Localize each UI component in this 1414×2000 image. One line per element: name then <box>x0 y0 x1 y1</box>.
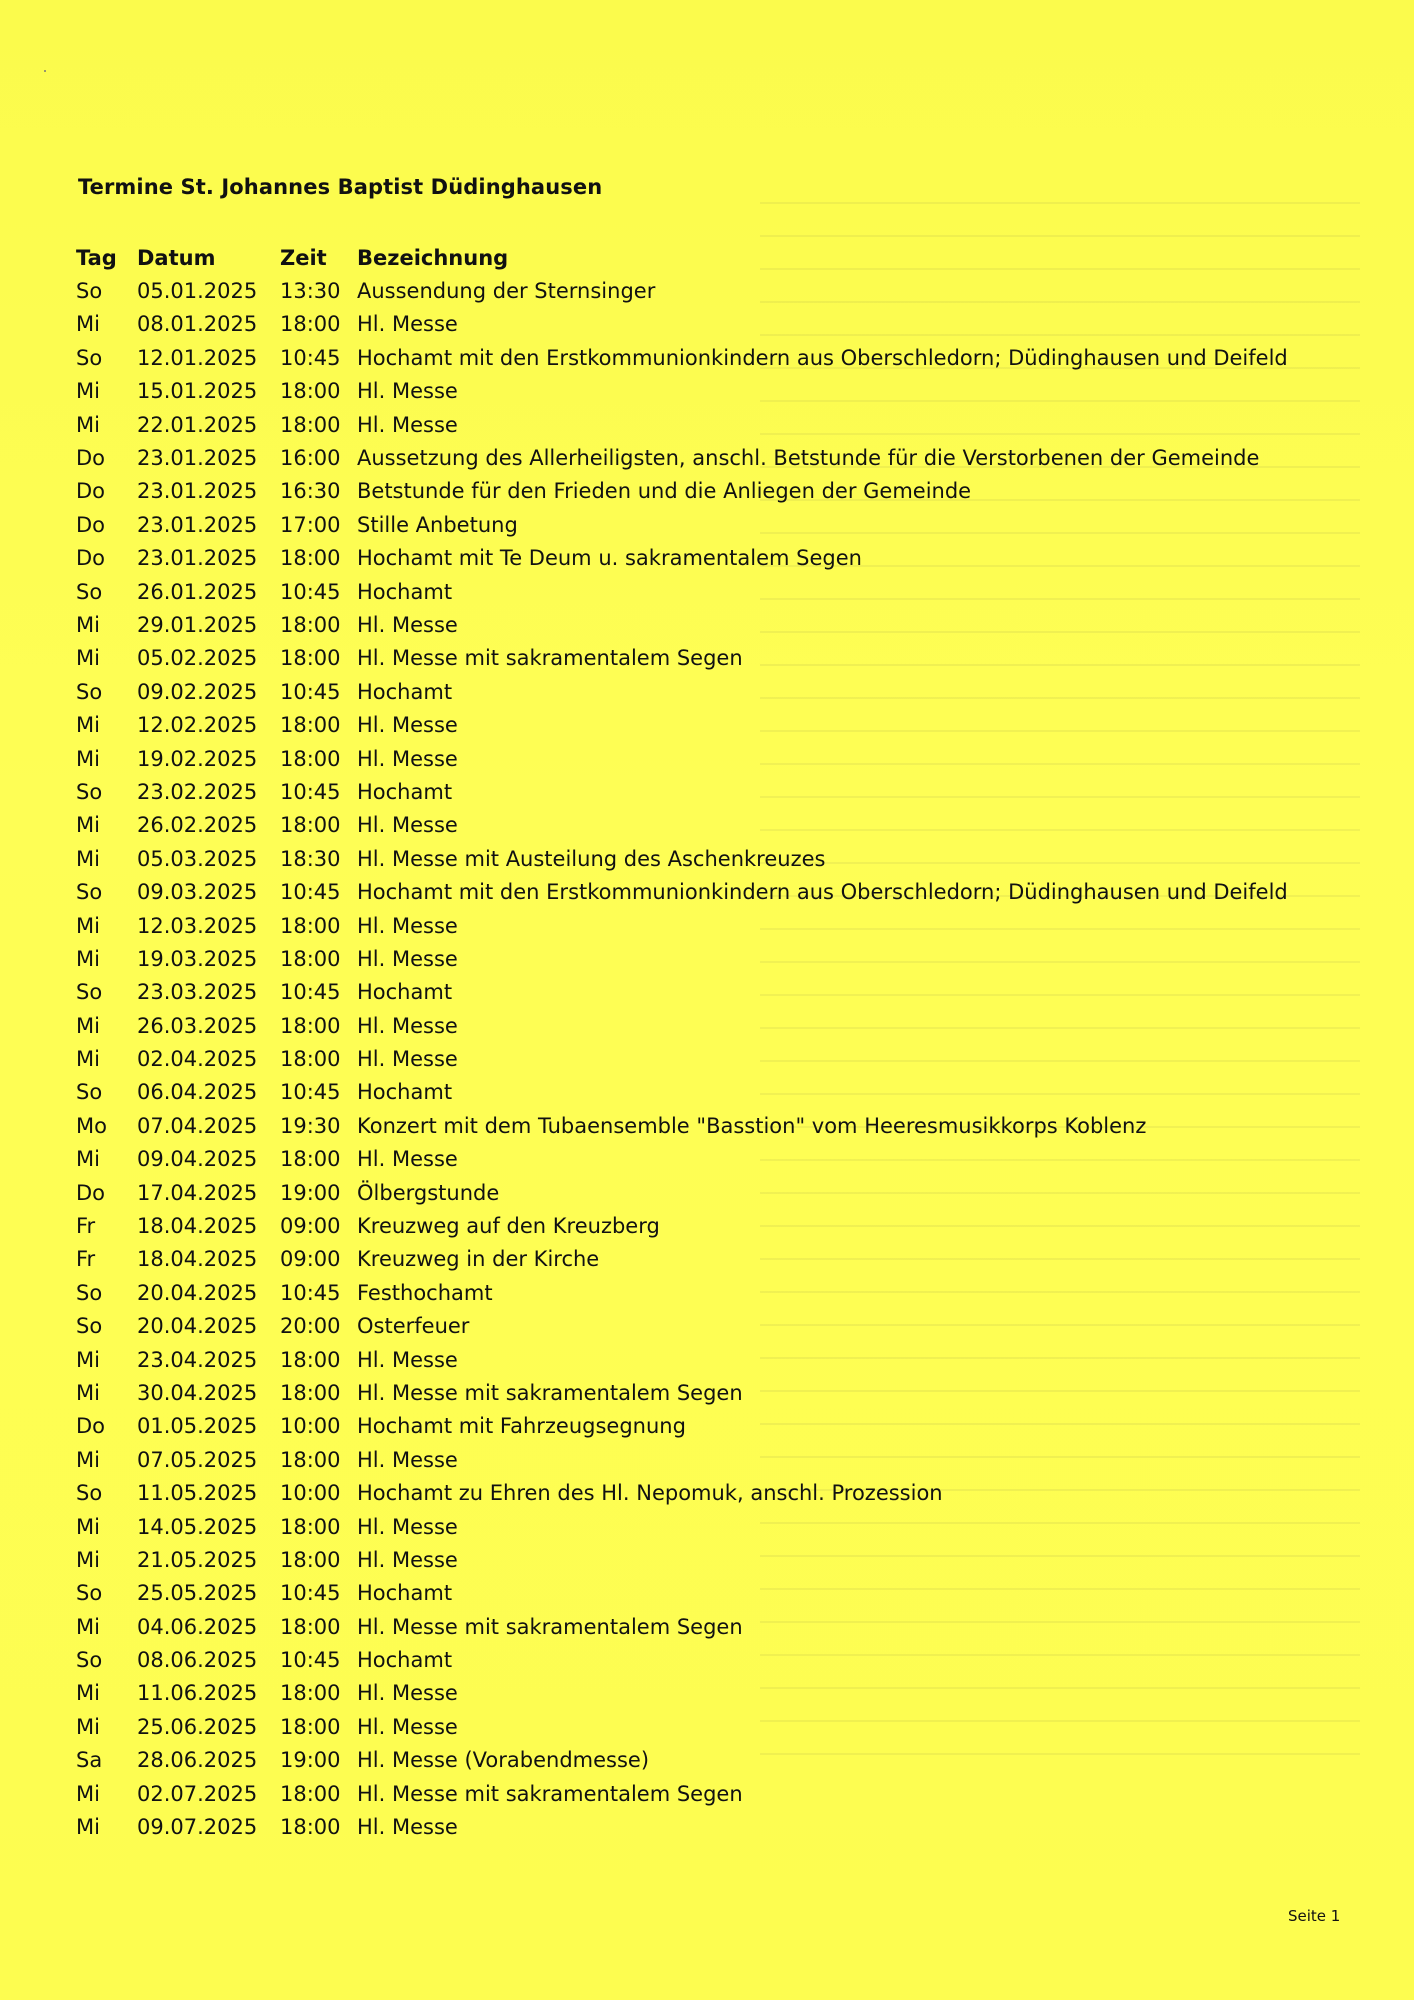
cell-zeit: 10:45 <box>280 345 341 370</box>
cell-tag: Mi <box>76 846 100 871</box>
cell-tag: So <box>76 1581 103 1606</box>
cell-datum: 18.04.2025 <box>137 1214 258 1239</box>
cell-bezeichnung: Hochamt <box>357 980 453 1005</box>
cell-bezeichnung: Hl. Messe <box>357 1681 458 1706</box>
cell-tag: Do <box>76 479 106 504</box>
cell-zeit: 10:00 <box>280 1414 341 1439</box>
cell-zeit: 18:00 <box>280 1380 341 1405</box>
cell-tag: Mi <box>76 1514 100 1539</box>
cell-tag: So <box>76 980 103 1005</box>
cell-datum: 26.02.2025 <box>137 813 258 838</box>
cell-zeit: 13:30 <box>280 279 341 304</box>
header-tag: Tag <box>76 245 117 270</box>
cell-zeit: 18:00 <box>280 746 341 771</box>
cell-zeit: 19:00 <box>280 1180 341 1205</box>
cell-datum: 09.02.2025 <box>137 679 258 704</box>
cell-tag: Mi <box>76 1147 100 1172</box>
cell-tag: Do <box>76 512 106 537</box>
cell-bezeichnung: Hl. Messe <box>357 1547 458 1572</box>
header-datum: Datum <box>137 245 216 270</box>
cell-bezeichnung: Hl. Messe <box>357 1013 458 1038</box>
table-row <box>70 608 1357 641</box>
cell-bezeichnung: Hl. Messe <box>357 913 458 938</box>
table-row <box>70 441 1357 474</box>
cell-datum: 12.03.2025 <box>137 913 258 938</box>
cell-datum: 08.06.2025 <box>137 1648 258 1673</box>
cell-bezeichnung: Aussetzung des Allerheiligsten, anschl. Betstunde für die Verstorbenen der Gemeinde <box>357 446 1260 471</box>
schedule-body <box>70 274 1357 1843</box>
table-row <box>70 775 1357 808</box>
cell-datum: 07.04.2025 <box>137 1113 258 1138</box>
cell-zeit: 19:30 <box>280 1113 341 1138</box>
cell-bezeichnung: Hochamt <box>357 1648 453 1673</box>
cell-bezeichnung: Hochamt mit den Erstkommunionkindern aus Oberschledorn; Düdinghausen und Deifeld <box>357 345 1288 370</box>
cell-bezeichnung: Hl. Messe <box>357 746 458 771</box>
cell-bezeichnung: Kreuzweg auf den Kreuzberg <box>357 1214 660 1239</box>
cell-tag: Mo <box>76 1113 107 1138</box>
cell-bezeichnung: Hochamt <box>357 1080 453 1105</box>
cell-tag: Mi <box>76 1547 100 1572</box>
cell-tag: Mi <box>76 612 100 637</box>
cell-datum: 08.01.2025 <box>137 312 258 337</box>
cell-datum: 28.06.2025 <box>137 1748 258 1773</box>
table-row <box>70 274 1357 307</box>
cell-tag: Mi <box>76 1347 100 1372</box>
cell-datum: 05.02.2025 <box>137 646 258 671</box>
cell-datum: 25.06.2025 <box>137 1714 258 1739</box>
table-row <box>70 1476 1357 1509</box>
cell-datum: 11.05.2025 <box>137 1481 258 1506</box>
cell-datum: 09.04.2025 <box>137 1147 258 1172</box>
cell-bezeichnung: Hl. Messe <box>357 312 458 337</box>
cell-datum: 09.07.2025 <box>137 1815 258 1840</box>
cell-datum: 23.01.2025 <box>137 479 258 504</box>
cell-tag: Do <box>76 446 106 471</box>
cell-tag: Mi <box>76 379 100 404</box>
cell-datum: 02.04.2025 <box>137 1047 258 1072</box>
schedule-table <box>70 241 1357 1844</box>
cell-bezeichnung: Hl. Messe <box>357 412 458 437</box>
cell-tag: Sa <box>76 1748 103 1773</box>
table-row <box>70 1610 1357 1643</box>
cell-bezeichnung: Hochamt zu Ehren des Hl. Nepomuk, anschl. Prozession <box>357 1481 943 1506</box>
table-row <box>70 708 1357 741</box>
cell-datum: 30.04.2025 <box>137 1380 258 1405</box>
table-row <box>70 1376 1357 1409</box>
cell-zeit: 10:45 <box>280 1280 341 1305</box>
cell-zeit: 18:00 <box>280 412 341 437</box>
cell-tag: So <box>76 779 103 804</box>
cell-zeit: 20:00 <box>280 1314 341 1339</box>
cell-tag: Mi <box>76 1714 100 1739</box>
cell-tag: Do <box>76 1414 106 1439</box>
table-row <box>70 1176 1357 1209</box>
cell-bezeichnung: Kreuzweg in der Kirche <box>357 1247 600 1272</box>
cell-datum: 22.01.2025 <box>137 412 258 437</box>
cell-zeit: 10:45 <box>280 880 341 905</box>
document-title: Termine St. Johannes Baptist Düdinghausen <box>78 175 603 199</box>
cell-datum: 23.03.2025 <box>137 980 258 1005</box>
cell-datum: 23.01.2025 <box>137 446 258 471</box>
cell-zeit: 18:00 <box>280 946 341 971</box>
table-row <box>70 1744 1357 1777</box>
cell-zeit: 18:00 <box>280 612 341 637</box>
cell-zeit: 18:00 <box>280 913 341 938</box>
cell-datum: 12.01.2025 <box>137 345 258 370</box>
cell-tag: So <box>76 1280 103 1305</box>
cell-datum: 14.05.2025 <box>137 1514 258 1539</box>
cell-datum: 18.04.2025 <box>137 1247 258 1272</box>
cell-zeit: 10:45 <box>280 980 341 1005</box>
cell-tag: So <box>76 279 103 304</box>
table-row <box>70 675 1357 708</box>
cell-tag: Mi <box>76 813 100 838</box>
cell-zeit: 18:00 <box>280 1547 341 1572</box>
cell-tag: Fr <box>76 1247 96 1272</box>
table-row <box>70 341 1357 374</box>
cell-tag: So <box>76 1080 103 1105</box>
table-row <box>70 742 1357 775</box>
cell-tag: So <box>76 880 103 905</box>
cell-tag: Mi <box>76 1380 100 1405</box>
table-row <box>70 642 1357 675</box>
table-row <box>70 809 1357 842</box>
cell-bezeichnung: Hochamt <box>357 679 453 704</box>
table-row <box>70 1209 1357 1242</box>
table-row <box>70 1577 1357 1610</box>
cell-datum: 23.01.2025 <box>137 546 258 571</box>
table-row <box>70 1276 1357 1309</box>
cell-tag: Mi <box>76 312 100 337</box>
cell-bezeichnung: Hl. Messe mit sakramentalem Segen <box>357 1380 743 1405</box>
cell-bezeichnung: Hl. Messe <box>357 379 458 404</box>
cell-bezeichnung: Hl. Messe <box>357 1147 458 1172</box>
cell-datum: 01.05.2025 <box>137 1414 258 1439</box>
cell-zeit: 18:00 <box>280 546 341 571</box>
table-row <box>70 1009 1357 1042</box>
cell-zeit: 18:00 <box>280 1013 341 1038</box>
header-bezeichnung: Bezeichnung <box>357 245 509 270</box>
cell-tag: So <box>76 1481 103 1506</box>
table-row <box>70 909 1357 942</box>
table-row <box>70 1643 1357 1676</box>
cell-datum: 07.05.2025 <box>137 1447 258 1472</box>
cell-datum: 26.01.2025 <box>137 579 258 604</box>
cell-bezeichnung: Hl. Messe <box>357 612 458 637</box>
table-row <box>70 1443 1357 1476</box>
cell-bezeichnung: Hochamt mit Fahrzeugsegnung <box>357 1414 686 1439</box>
table-row <box>70 1143 1357 1176</box>
cell-zeit: 18:00 <box>280 713 341 738</box>
table-header-row <box>70 241 1357 274</box>
cell-tag: Mi <box>76 746 100 771</box>
cell-tag: Mi <box>76 913 100 938</box>
cell-bezeichnung: Hl. Messe <box>357 1714 458 1739</box>
cell-zeit: 18:00 <box>280 1781 341 1806</box>
cell-datum: 05.01.2025 <box>137 279 258 304</box>
cell-zeit: 18:00 <box>280 379 341 404</box>
table-row <box>70 875 1357 908</box>
cell-bezeichnung: Ölbergstunde <box>357 1180 500 1205</box>
cell-datum: 20.04.2025 <box>137 1280 258 1305</box>
cell-zeit: 18:00 <box>280 1447 341 1472</box>
cell-datum: 06.04.2025 <box>137 1080 258 1105</box>
cell-zeit: 18:00 <box>280 1614 341 1639</box>
cell-bezeichnung: Hl. Messe mit sakramentalem Segen <box>357 1781 743 1806</box>
cell-bezeichnung: Betstunde für den Frieden und die Anliegen der Gemeinde <box>357 479 972 504</box>
cell-datum: 17.04.2025 <box>137 1180 258 1205</box>
cell-zeit: 09:00 <box>280 1247 341 1272</box>
cell-datum: 15.01.2025 <box>137 379 258 404</box>
cell-bezeichnung: Konzert mit dem Tubaensemble "Basstion" vom Heeresmusikkorps Koblenz <box>357 1113 1147 1138</box>
cell-zeit: 10:45 <box>280 1648 341 1673</box>
cell-bezeichnung: Osterfeuer <box>357 1314 470 1339</box>
cell-zeit: 18:00 <box>280 1347 341 1372</box>
table-row <box>70 1310 1357 1343</box>
table-row <box>70 308 1357 341</box>
cell-datum: 11.06.2025 <box>137 1681 258 1706</box>
cell-zeit: 18:00 <box>280 312 341 337</box>
table-row <box>70 1109 1357 1142</box>
cell-datum: 20.04.2025 <box>137 1314 258 1339</box>
table-row <box>70 1710 1357 1743</box>
table-row <box>70 976 1357 1009</box>
cell-tag: Mi <box>76 646 100 671</box>
cell-tag: Mi <box>76 1681 100 1706</box>
cell-zeit: 10:45 <box>280 679 341 704</box>
cell-datum: 04.06.2025 <box>137 1614 258 1639</box>
cell-tag: Mi <box>76 1781 100 1806</box>
cell-bezeichnung: Hl. Messe <box>357 1447 458 1472</box>
cell-zeit: 18:00 <box>280 1147 341 1172</box>
cell-bezeichnung: Hl. Messe mit Austeilung des Aschenkreuzes <box>357 846 826 871</box>
cell-zeit: 10:45 <box>280 1080 341 1105</box>
table-row <box>70 408 1357 441</box>
cell-tag: So <box>76 579 103 604</box>
cell-zeit: 10:00 <box>280 1481 341 1506</box>
cell-tag: So <box>76 1314 103 1339</box>
cell-zeit: 10:45 <box>280 579 341 604</box>
cell-bezeichnung: Hl. Messe mit sakramentalem Segen <box>357 646 743 671</box>
table-row <box>70 1343 1357 1376</box>
cell-datum: 23.02.2025 <box>137 779 258 804</box>
table-row <box>70 375 1357 408</box>
cell-bezeichnung: Festhochamt <box>357 1280 493 1305</box>
cell-tag: Fr <box>76 1214 96 1239</box>
cell-zeit: 09:00 <box>280 1214 341 1239</box>
cell-tag: Mi <box>76 1614 100 1639</box>
table-row <box>70 1777 1357 1810</box>
cell-tag: So <box>76 679 103 704</box>
cell-datum: 05.03.2025 <box>137 846 258 871</box>
cell-datum: 19.03.2025 <box>137 946 258 971</box>
cell-datum: 09.03.2025 <box>137 880 258 905</box>
table-row <box>70 542 1357 575</box>
cell-tag: Mi <box>76 1447 100 1472</box>
cell-bezeichnung: Hl. Messe <box>357 1047 458 1072</box>
cell-zeit: 18:00 <box>280 1681 341 1706</box>
table-row <box>70 1677 1357 1710</box>
table-row <box>70 1810 1357 1843</box>
cell-tag: Do <box>76 1180 106 1205</box>
cell-datum: 29.01.2025 <box>137 612 258 637</box>
cell-bezeichnung: Hochamt <box>357 779 453 804</box>
cell-bezeichnung: Hl. Messe <box>357 813 458 838</box>
table-row <box>70 1042 1357 1075</box>
cell-bezeichnung: Hochamt mit Te Deum u. sakramentalem Segen <box>357 546 862 571</box>
cell-bezeichnung: Hochamt mit den Erstkommunionkindern aus Oberschledorn; Düdinghausen und Deifeld <box>357 880 1288 905</box>
cell-bezeichnung: Hl. Messe <box>357 946 458 971</box>
cell-tag: Mi <box>76 1047 100 1072</box>
cell-zeit: 18:00 <box>280 1714 341 1739</box>
cell-datum: 26.03.2025 <box>137 1013 258 1038</box>
cell-tag: Mi <box>76 713 100 738</box>
cell-tag: Do <box>76 546 106 571</box>
cell-bezeichnung: Hochamt <box>357 579 453 604</box>
table-row <box>70 1510 1357 1543</box>
cell-zeit: 17:00 <box>280 512 341 537</box>
cell-tag: So <box>76 1648 103 1673</box>
cell-bezeichnung: Hl. Messe (Vorabendmesse) <box>357 1748 650 1773</box>
cell-datum: 19.02.2025 <box>137 746 258 771</box>
cell-tag: Mi <box>76 1013 100 1038</box>
cell-bezeichnung: Aussendung der Sternsinger <box>357 279 656 304</box>
cell-zeit: 19:00 <box>280 1748 341 1773</box>
table-row <box>70 1243 1357 1276</box>
cell-bezeichnung: Hl. Messe <box>357 1347 458 1372</box>
cell-zeit: 10:45 <box>280 779 341 804</box>
cell-zeit: 16:30 <box>280 479 341 504</box>
table-row <box>70 575 1357 608</box>
cell-datum: 23.01.2025 <box>137 512 258 537</box>
cell-datum: 23.04.2025 <box>137 1347 258 1372</box>
cell-zeit: 16:00 <box>280 446 341 471</box>
cell-bezeichnung: Hl. Messe <box>357 1514 458 1539</box>
header-zeit: Zeit <box>280 245 327 270</box>
table-row <box>70 508 1357 541</box>
cell-tag: Mi <box>76 946 100 971</box>
cell-zeit: 18:00 <box>280 813 341 838</box>
table-row <box>70 475 1357 508</box>
cell-datum: 12.02.2025 <box>137 713 258 738</box>
cell-bezeichnung: Hochamt <box>357 1581 453 1606</box>
page-number: Seite 1 <box>1288 1907 1341 1925</box>
cell-zeit: 18:30 <box>280 846 341 871</box>
cell-zeit: 10:45 <box>280 1581 341 1606</box>
cell-bezeichnung: Hl. Messe <box>357 1815 458 1840</box>
cell-zeit: 18:00 <box>280 1514 341 1539</box>
cell-zeit: 18:00 <box>280 1047 341 1072</box>
cell-datum: 02.07.2025 <box>137 1781 258 1806</box>
cell-tag: Mi <box>76 412 100 437</box>
paper-speck <box>44 70 46 72</box>
table-row <box>70 1543 1357 1576</box>
cell-zeit: 18:00 <box>280 1815 341 1840</box>
cell-zeit: 18:00 <box>280 646 341 671</box>
cell-bezeichnung: Hl. Messe mit sakramentalem Segen <box>357 1614 743 1639</box>
cell-tag: Mi <box>76 1815 100 1840</box>
cell-datum: 21.05.2025 <box>137 1547 258 1572</box>
cell-tag: So <box>76 345 103 370</box>
table-row <box>70 942 1357 975</box>
cell-bezeichnung: Stille Anbetung <box>357 512 518 537</box>
table-row <box>70 1410 1357 1443</box>
table-row <box>70 1076 1357 1109</box>
cell-datum: 25.05.2025 <box>137 1581 258 1606</box>
table-row <box>70 842 1357 875</box>
cell-bezeichnung: Hl. Messe <box>357 713 458 738</box>
